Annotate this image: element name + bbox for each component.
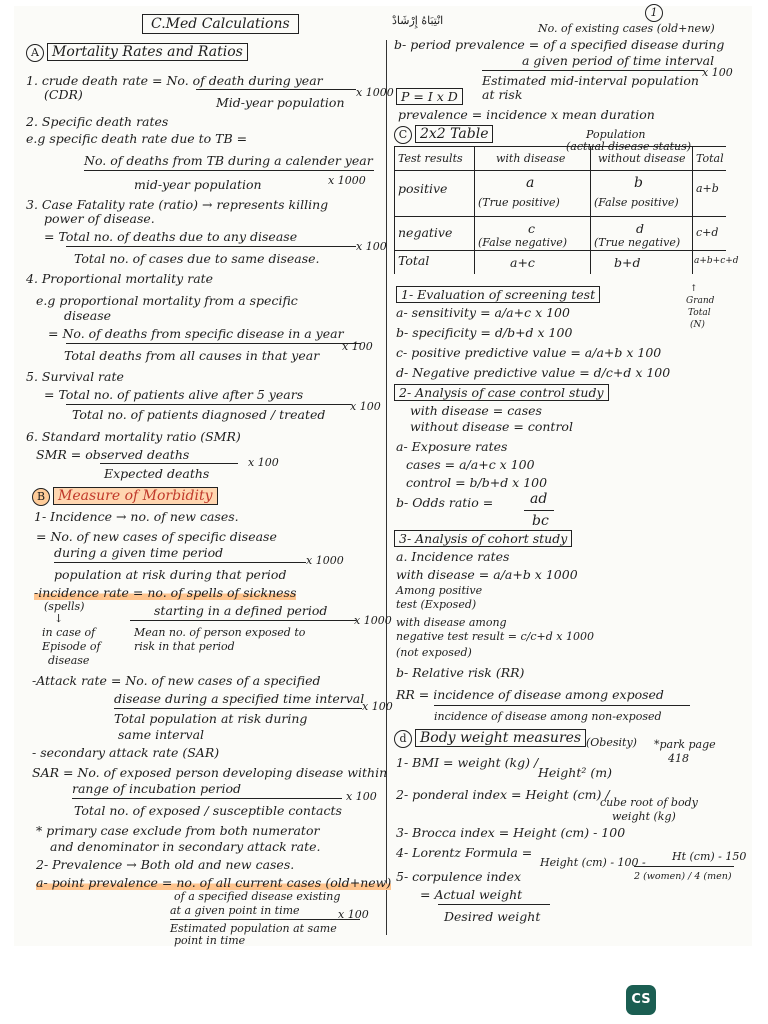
bmi-formula: 1- BMI = weight (kg) / (396, 755, 539, 770)
npv-formula: d- Negative predictive value = d/c+d x 100 (396, 365, 671, 380)
pmr-example: e.g proportional mortality from a specific (36, 293, 298, 308)
cohort-heading (394, 532, 572, 546)
unexposed-note: with disease among (396, 616, 507, 629)
tb-multiplier: x 1000 (328, 174, 366, 187)
pmr-multiplier: x 100 (342, 340, 373, 353)
table-cell-b: b (634, 175, 643, 191)
case-definition: with disease = cases (410, 403, 542, 418)
section-a-title: Mortality Rates and Ratios (47, 43, 248, 61)
fraction-bar (634, 866, 734, 867)
cfr-multiplier: x 100 (356, 240, 387, 253)
arabic-note: انْتِبَاهُ إِرْشَادْ (392, 14, 444, 27)
incidence-denominator: population at risk during that period (54, 567, 287, 582)
cases-exposure-formula: cases = a/a+c x 100 (406, 457, 535, 472)
incidence-rates-heading: a. Incidence rates (396, 549, 510, 564)
control-exposure-formula: control = b/b+d x 100 (406, 475, 548, 490)
incidence-rate-denominator: Mean no. of person exposed to (134, 626, 306, 639)
table-rule (590, 146, 591, 274)
odds-ratio-numerator: ad (530, 491, 548, 507)
rr-denominator: incidence of disease among non-exposed (434, 710, 662, 723)
cohort-title: 3- Analysis of cohort study (394, 530, 572, 547)
section-b-heading (32, 488, 218, 506)
point-prevalence-denominator-cont: point in time (174, 934, 246, 947)
table-cell-a-note: (True positive) (478, 196, 560, 209)
period-prevalence-def: b- period prevalence = of a specified disease during (394, 37, 725, 52)
table-row-label: positive (398, 181, 448, 196)
odds-ratio-label: b- Odds ratio = (396, 495, 494, 510)
section-a-marker: A (26, 44, 44, 62)
period-prev-denominator-cont: at risk (482, 87, 523, 102)
table-rule (394, 146, 395, 274)
table-cell-d-note: (True negative) (594, 236, 681, 249)
cdr-abbrev: (CDR) (44, 87, 83, 102)
fraction-bar (114, 708, 362, 709)
fraction-bar (434, 705, 690, 706)
incidence-heading: 1- Incidence → no. of new cases. (34, 509, 239, 524)
section-d-marker: d (394, 730, 412, 748)
cfr-note: power of disease. (44, 211, 155, 226)
grand-total-label: Grand (686, 296, 715, 306)
pmr-example-cont: disease (64, 308, 112, 323)
table-cell-bd: b+d (614, 255, 641, 270)
control-definition: without disease = control (410, 419, 573, 434)
period-prev-denominator: Estimated mid-interval population (482, 73, 699, 88)
rr-numerator: RR = incidence of disease among exposed (396, 687, 664, 702)
grand-total-arrow: ↑ (690, 284, 698, 294)
specificity-formula: b- specificity = d/b+d x 100 (396, 325, 573, 340)
table-cell-b-note: (False positive) (594, 196, 679, 209)
odds-ratio-denominator: bc (532, 513, 549, 529)
down-arrow: ↓ (54, 612, 64, 625)
sar-note-cont: and denominator in secondary attack rate. (50, 839, 321, 854)
incidence-rate-denominator-cont: risk in that period (134, 640, 235, 653)
point-prevalence-denominator: Estimated population at same (170, 922, 337, 935)
corpulence-denominator: Desired weight (444, 909, 541, 924)
smr-heading: 6. Standard mortality ratio (SMR) (26, 429, 241, 444)
period-prev-num: No. of existing cases (old+new) (538, 22, 715, 35)
section-c-marker: C (394, 126, 412, 144)
table-header-cell: with disease (496, 152, 566, 165)
point-prevalence-multiplier: x 100 (338, 908, 369, 921)
period-prev-num-cont: a given period of time interval (522, 53, 715, 68)
survival-multiplier: x 100 (350, 400, 381, 413)
fraction-bar (72, 798, 342, 799)
table-cell-d: d (636, 221, 645, 236)
park-reference: *park page (654, 738, 716, 751)
point-prevalence-def (36, 876, 391, 890)
incidence-multiplier: x 1000 (306, 554, 344, 567)
exposed-incidence-formula: with disease = a/a+b x 1000 (396, 567, 578, 582)
incidence-rate-label: -incidence rate = no. of spells of sickness (34, 585, 297, 600)
section-d-title: Body weight measures (415, 729, 586, 747)
page-number: 1 (645, 4, 663, 22)
table-cell-cd: c+d (696, 226, 719, 239)
sar-numerator: SAR = No. of exposed person developing disease within (32, 765, 388, 780)
grand-total-label: (N) (690, 320, 705, 330)
corpulence-numerator: = Actual weight (420, 887, 523, 902)
table-cell-c: c (528, 221, 536, 236)
screening-heading (396, 288, 600, 302)
tb-denominator: mid-year population (134, 177, 262, 192)
survival-numerator: = Total no. of patients alive after 5 years (44, 387, 304, 402)
table-rule (394, 146, 726, 147)
ponderal-index-formula: 2- ponderal index = Height (cm) / (396, 787, 610, 802)
ppv-formula: c- positive predictive value = a/a+b x 100 (396, 345, 662, 360)
relative-risk-heading: b- Relative risk (RR) (396, 665, 525, 680)
pmr-denominator: Total deaths from all causes in that year (64, 348, 320, 363)
attack-rate-multiplier: x 100 (362, 700, 393, 713)
smr-denominator: Expected deaths (104, 466, 210, 481)
cdr-numerator: 1. crude death rate = No. of death during year (26, 73, 323, 88)
table-cell-ab: a+b (696, 182, 719, 195)
fraction-bar (524, 510, 554, 511)
sar-multiplier: x 100 (346, 790, 377, 803)
camscanner-badge: CS (626, 985, 656, 1015)
sar-note: * primary case exclude from both numerator (36, 823, 320, 838)
prevalence-relation: prevalence = incidence x mean duration (398, 107, 655, 122)
cfr-denominator: Total no. of cases due to same disease. (74, 251, 320, 266)
lorentz-height-term: Height (cm) - 100 - (540, 856, 646, 869)
point-prevalence-num: of a specified disease existing (174, 890, 341, 903)
point-prevalence-label: a- point prevalence = no. of all current cases (old+new) (36, 875, 392, 890)
brocca-index-formula: 3- Brocca index = Height (cm) - 100 (396, 825, 626, 840)
lorentz-formula: 4- Lorentz Formula = (396, 845, 533, 860)
incidence-numerator: = No. of new cases of specific disease (36, 529, 277, 544)
page-title: C.Med Calculations (142, 14, 299, 34)
section-a-heading (26, 44, 248, 62)
table-cell-c-note: (False negative) (478, 236, 568, 249)
incidence-rate-numerator: starting in a defined period (154, 603, 328, 618)
screening-title: 1- Evaluation of screening test (396, 286, 600, 303)
sar-denominator: Total no. of exposed / susceptible contacts (74, 803, 342, 818)
table-header-cell: Test results (398, 152, 463, 165)
table-header-cell: Total (696, 152, 724, 165)
tb-numerator: No. of deaths from TB during a calender year (84, 153, 373, 168)
table-rule (692, 146, 693, 274)
survival-heading: 5. Survival rate (26, 369, 124, 384)
corpulence-heading: 5- corpulence index (396, 869, 522, 884)
section-b-title: Measure of Morbidity (53, 487, 218, 505)
fraction-bar (482, 70, 704, 71)
table-row-label: negative (398, 225, 453, 240)
fraction-bar (66, 343, 361, 344)
incidence-numerator-cont: during a given time period (54, 545, 224, 560)
table-cell-a: a (526, 175, 535, 191)
lorentz-fraction-num: Ht (cm) - 150 (672, 850, 747, 863)
bmi-denominator: Height² (m) (538, 765, 612, 780)
in-case-of: in case of (42, 626, 96, 639)
fraction-bar (54, 562, 306, 563)
table-header-cell: without disease (598, 152, 686, 165)
incidence-rate-def (34, 586, 296, 600)
not-exposed-note: (not exposed) (396, 646, 472, 659)
cfr-numerator: = Total no. of deaths due to any disease (44, 229, 298, 244)
exposed-note-cont: test (Exposed) (396, 598, 477, 611)
exposure-rates-heading: a- Exposure rates (396, 439, 508, 454)
table-rule (474, 146, 475, 274)
sar-heading: - secondary attack rate (SAR) (32, 745, 220, 760)
fraction-bar (66, 246, 356, 247)
fraction-bar (170, 919, 360, 920)
sar-numerator-cont: range of incubation period (72, 781, 242, 796)
section-c-heading (394, 126, 493, 144)
attack-rate-numerator: disease during a specified time interval (114, 691, 365, 706)
pid-formula (396, 90, 463, 104)
two-by-two-table (394, 146, 739, 274)
pid-formula-box: P = I x D (396, 88, 463, 105)
lorentz-fraction-den: 2 (women) / 4 (men) (634, 871, 732, 882)
grand-total-label: Total (688, 308, 711, 318)
table-rule (394, 170, 726, 171)
case-control-title: 2- Analysis of case control study (394, 384, 609, 401)
period-prev-multiplier: x 100 (702, 66, 733, 79)
table-cell-n: a+b+c+d (694, 256, 739, 266)
episode-of: Episode of (42, 640, 101, 653)
section-c-title: 2x2 Table (415, 125, 493, 143)
table-cell-ac: a+c (510, 255, 535, 270)
specific-rates-heading: 2. Specific death rates (26, 114, 169, 129)
ponderal-index-denominator: cube root of body (600, 796, 698, 809)
cdr-multiplier: x 1000 (356, 86, 394, 99)
case-control-heading (394, 386, 609, 400)
point-prevalence-num-cont: at a given point in time (170, 904, 300, 917)
fraction-bar (100, 463, 238, 464)
section-d-heading (394, 730, 586, 748)
table-rule (394, 216, 726, 217)
prevalence-heading: 2- Prevalence → Both old and new cases. (36, 857, 295, 872)
specific-rate-tb: e.g specific death rate due to TB = (26, 131, 248, 146)
cdr-denominator: Mid-year population (216, 95, 345, 110)
table-population: Population (586, 128, 646, 141)
park-reference-page: 418 (668, 752, 689, 765)
cfr-heading: 3. Case Fatality rate (ratio) → represents killing (26, 197, 329, 212)
exposed-note: Among positive (396, 584, 483, 597)
attack-rate-denominator: Total population at risk during (114, 711, 308, 726)
smr-numerator: SMR = observed deaths (36, 447, 190, 462)
table-rule (394, 250, 726, 251)
obesity-note: (Obesity) (586, 736, 637, 749)
fraction-bar (130, 620, 356, 621)
fraction-bar (84, 170, 374, 171)
ponderal-index-denominator-cont: weight (kg) (612, 810, 676, 823)
disease-word: disease (48, 654, 90, 667)
pmr-numerator: = No. of deaths from specific disease in a year (48, 326, 344, 341)
fraction-bar (66, 404, 351, 405)
attack-rate-denominator-cont: same interval (118, 727, 205, 742)
fraction-bar (438, 904, 550, 905)
incidence-rate-multiplier: x 1000 (354, 614, 392, 627)
table-row-label: Total (398, 253, 430, 268)
pmr-heading: 4. Proportional mortality rate (26, 271, 214, 286)
attack-rate-def: -Attack rate = No. of new cases of a specified (32, 673, 321, 688)
section-b-marker: B (32, 488, 50, 506)
spells-note: (spells) (44, 600, 85, 613)
column-divider (386, 40, 387, 935)
smr-multiplier: x 100 (248, 456, 279, 469)
fraction-bar (196, 89, 356, 90)
sensitivity-formula: a- sensitivity = a/a+c x 100 (396, 305, 570, 320)
survival-denominator: Total no. of patients diagnosed / treated (72, 407, 326, 422)
table-population-note: (actual disease status) (566, 140, 692, 153)
unexposed-incidence-formula: negative test result = c/c+d x 1000 (396, 630, 594, 643)
